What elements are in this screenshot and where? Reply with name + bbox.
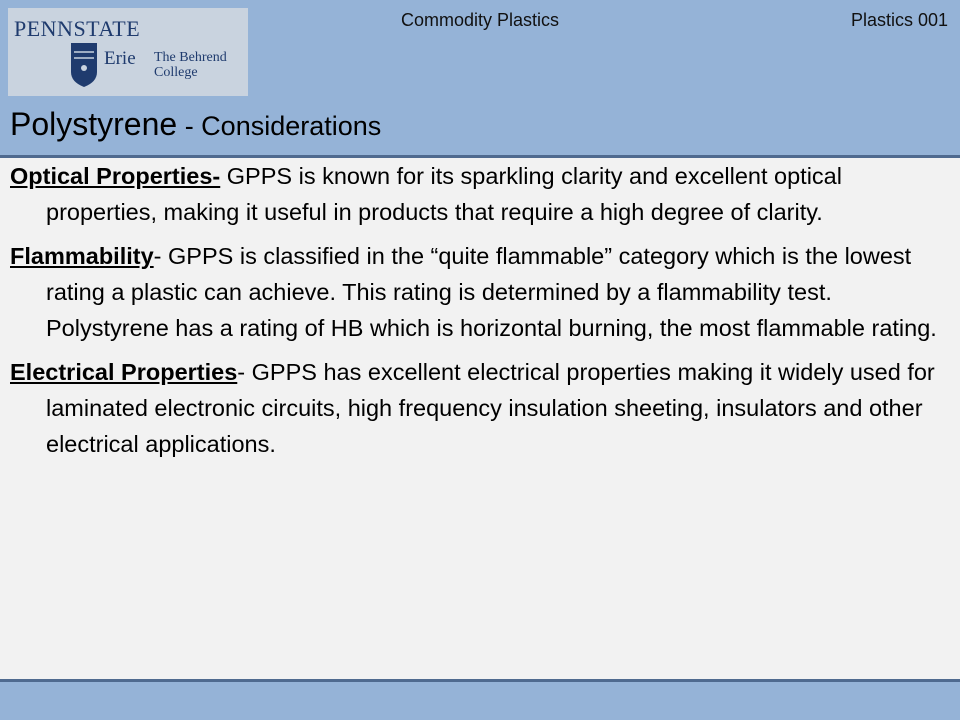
course-label: Plastics 001 [850,10,948,30]
paragraph-electrical [10,354,945,462]
shield-icon [70,42,98,88]
logo-brand-text: PENNSTATE [14,16,141,41]
slide-body [10,158,945,470]
slide-title-main: Polystyrene [10,106,178,142]
logo-college-text: The Behrend College [154,50,227,80]
paragraph-text: - GPPS has excellent electrical properties making it widely used for laminated electronic circuits, high frequency insulation sheeting, insulators and other electrical applications. [46,359,935,457]
slide-title [10,106,381,143]
header-bar [0,0,960,158]
paragraph-text: - GPPS is classified in the “quite flammable” category which is the lowest rating a plastic can achieve. This rating is determined by a flammability test. Polystyrene has a rating of HB which is horizontal burning, the most flammable rating. [46,243,937,341]
penn-state-behrend-logo [8,8,248,96]
paragraph-optical [10,158,945,230]
term-optical-properties: Optical Properties- [10,163,221,189]
section-title: Commodity Plastics [400,10,560,30]
paragraph-text: GPPS is known for its sparkling clarity and excellent optical properties, making it useful in products that require a high degree of clarity. [46,163,842,225]
paragraph-flammability [10,238,945,346]
term-flammability: Flammability [10,243,154,269]
logo-campus-text: Erie [104,48,136,69]
term-electrical-properties: Electrical Properties [10,359,238,385]
slide-title-sub: - Considerations [177,111,382,141]
footer-bar [0,679,960,720]
